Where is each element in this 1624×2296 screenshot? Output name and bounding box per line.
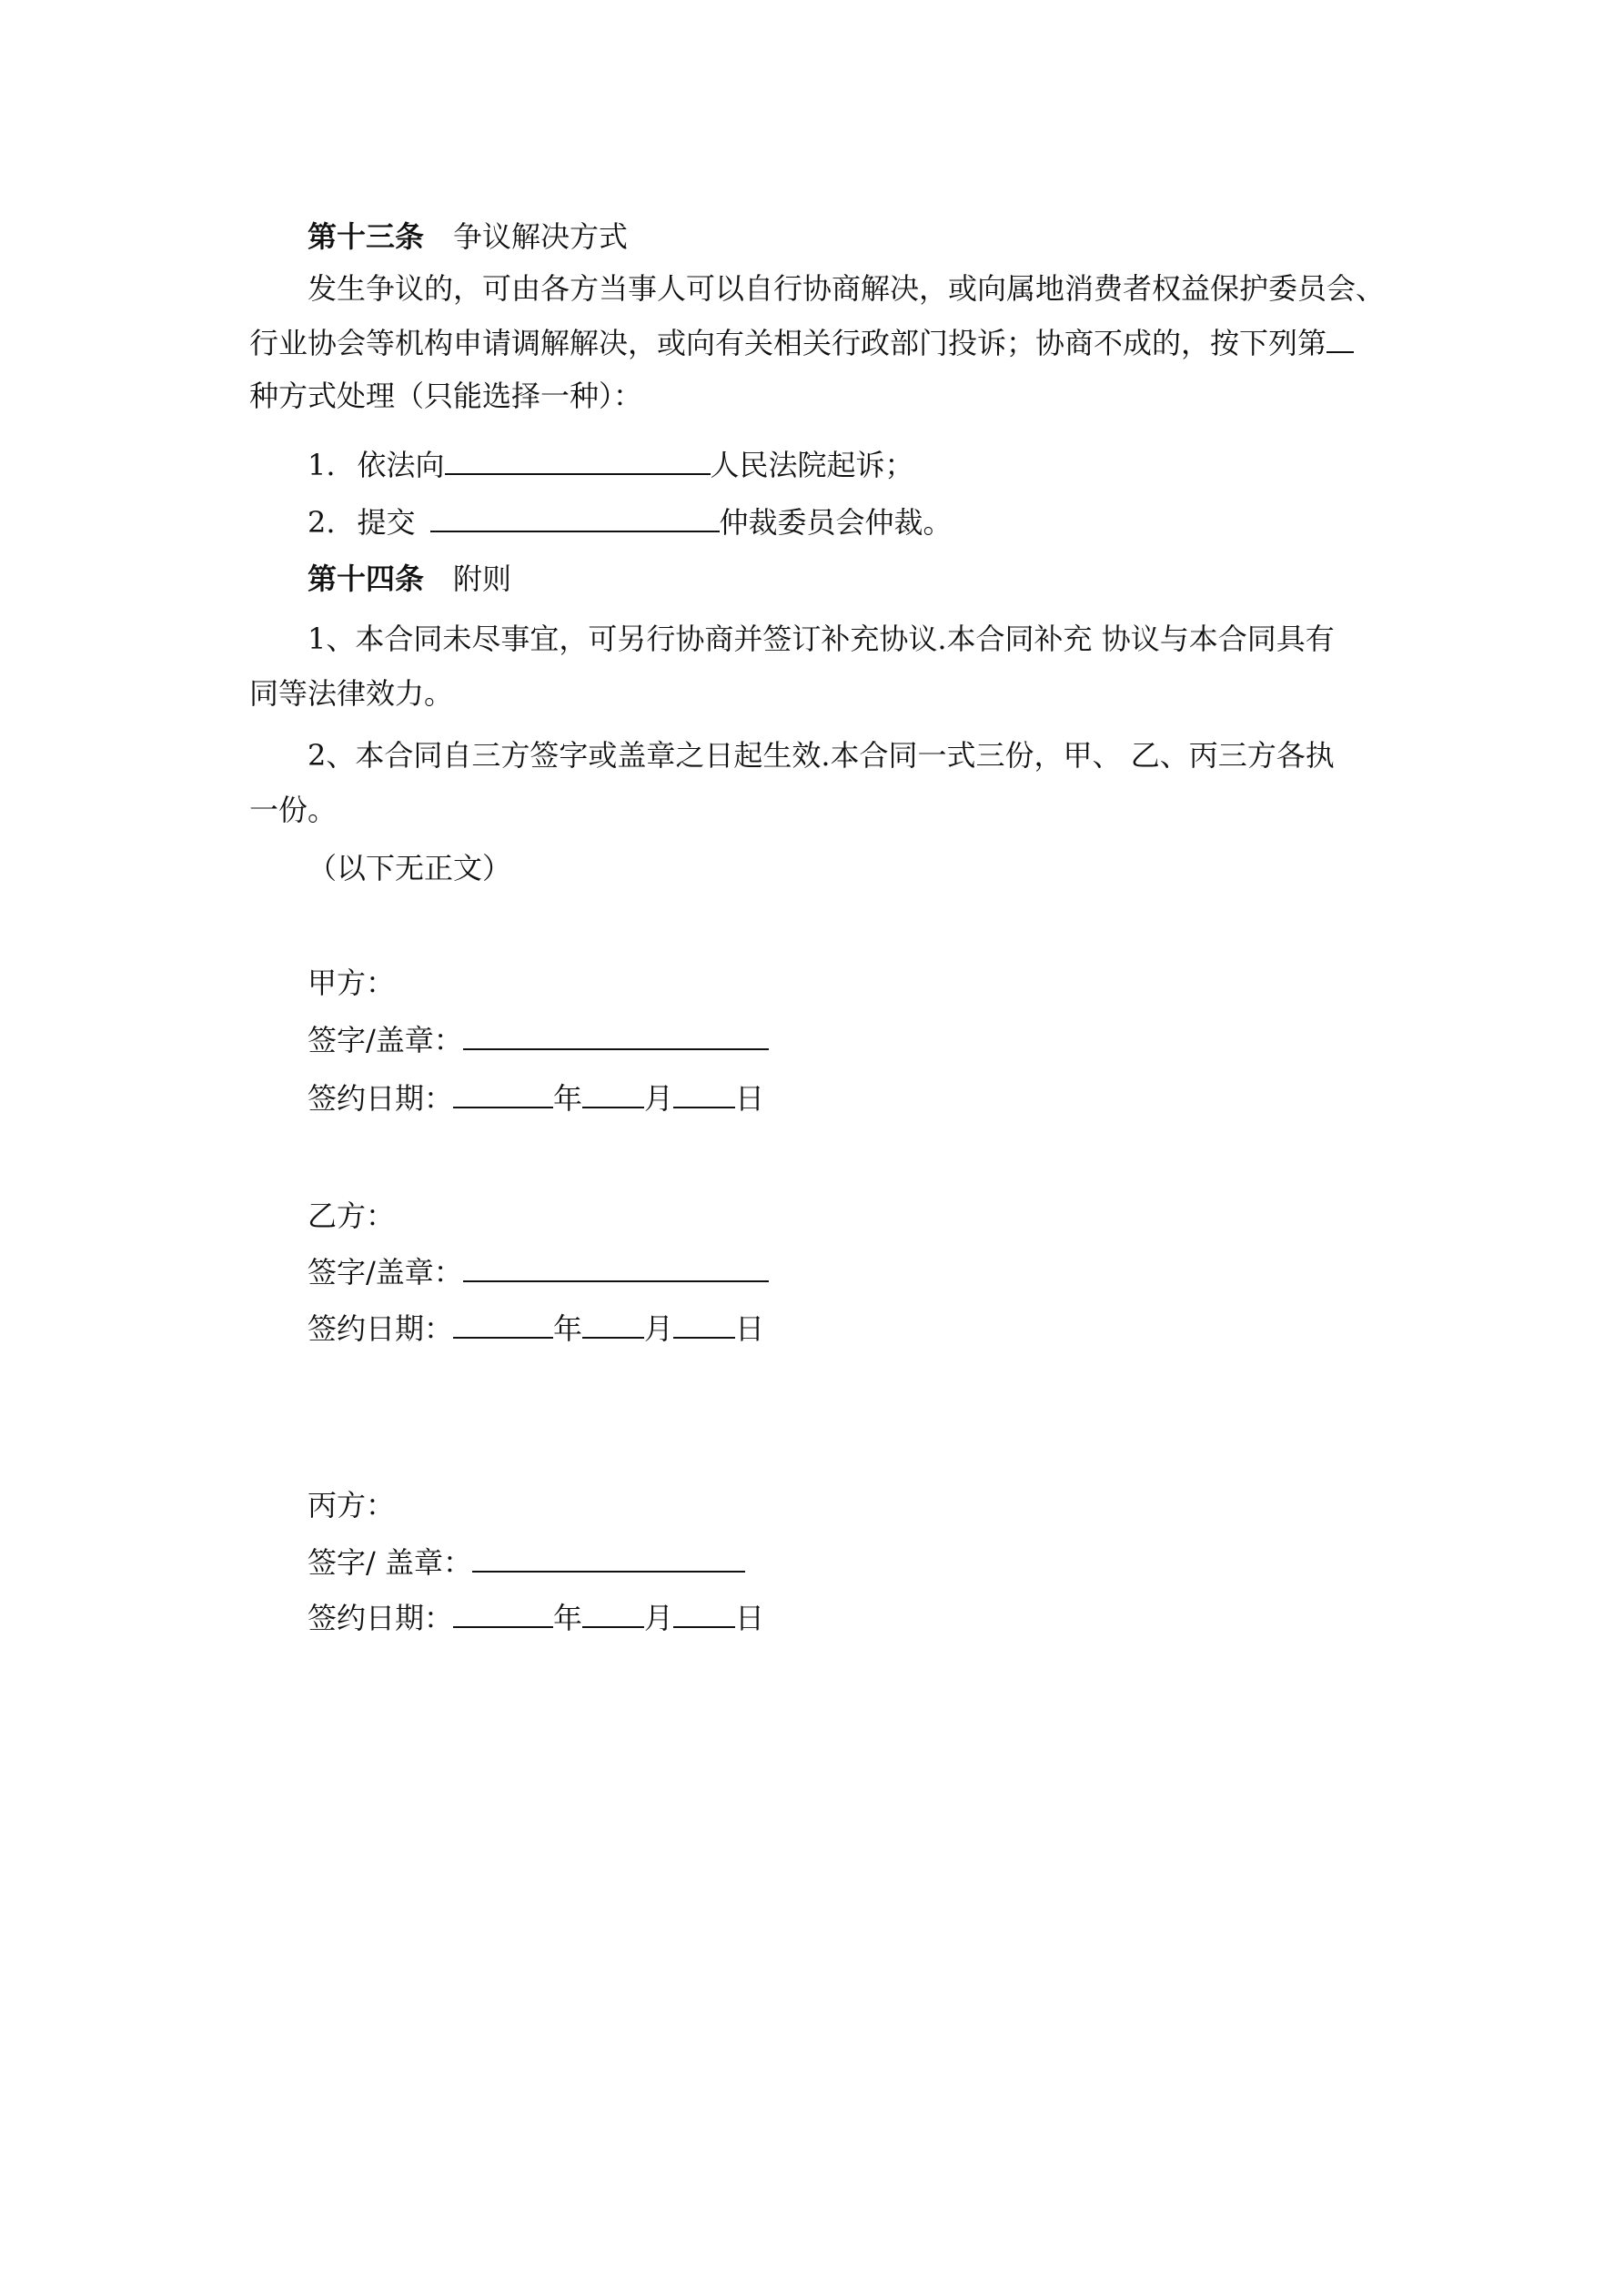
- clause1-line2: 同等法律效力。: [249, 676, 454, 711]
- party-c-sign-label: 签字/ 盖章：: [308, 1545, 472, 1580]
- option2-prefix: 提交: [357, 505, 416, 540]
- article13-title: 争议解决方式: [453, 219, 629, 254]
- party-a-signature-field[interactable]: [463, 1021, 769, 1050]
- party-c-label: 丙方：: [308, 1488, 396, 1522]
- option2-suffix: 仲裁委员会仲裁。: [719, 505, 953, 540]
- party-b-date-label: 签约日期：: [308, 1311, 454, 1346]
- option1: [308, 446, 914, 483]
- party-b-sign-row: [308, 1253, 769, 1290]
- party-c-date-row: [308, 1599, 764, 1636]
- clause2-line1: 2、本合同自三方签字或盖章之日起生效.本合同一式三份，甲、 乙、丙三方各执: [308, 738, 1335, 773]
- option2-number: 2.: [308, 505, 336, 540]
- option1-prefix: 依法向: [357, 448, 445, 482]
- party-c-day-field[interactable]: [673, 1599, 735, 1628]
- party-a-label: 甲方：: [308, 966, 396, 1000]
- party-b-year-label: 年: [553, 1311, 583, 1346]
- arbitration-commission-blank[interactable]: [430, 503, 720, 532]
- article13-para-line2-text: 行业协会等机构申请调解解决，或向有关相关行政部门投诉；协商不成的，按下列第: [249, 326, 1327, 360]
- party-a-sign-label: 签字/盖章：: [308, 1023, 463, 1057]
- party-a-date-row: [308, 1079, 764, 1117]
- court-name-blank[interactable]: [445, 446, 711, 475]
- clause1-line1: 1、本合同未尽事宜，可另行协商并签订补充协议.本合同补充 协议与本合同具有: [308, 622, 1335, 656]
- article13-header: [308, 218, 628, 255]
- party-c-signature-field[interactable]: [472, 1543, 745, 1573]
- party-b-month-field[interactable]: [582, 1310, 644, 1339]
- party-c-sign-row: [308, 1543, 745, 1581]
- party-a-sign-row: [308, 1021, 769, 1058]
- article13-para-line1: 发生争议的，可由各方当事人可以自行协商解决，或向属地消费者权益保护委员会、: [308, 271, 1386, 306]
- choice-number-blank[interactable]: [1326, 324, 1354, 353]
- party-c-year-label: 年: [553, 1601, 583, 1635]
- party-b-label: 乙方：: [308, 1199, 396, 1233]
- clause2-line2: 一份。: [249, 793, 338, 827]
- option2: [308, 503, 953, 541]
- party-a-day-label: 日: [735, 1081, 765, 1116]
- party-b-date-row: [308, 1310, 764, 1347]
- party-a-day-field[interactable]: [673, 1079, 735, 1108]
- party-a-year-label: 年: [553, 1081, 583, 1116]
- party-c-month-field[interactable]: [582, 1599, 644, 1628]
- article13-para-line3: 种方式处理（只能选择一种）：: [249, 379, 643, 413]
- party-b-year-field[interactable]: [453, 1310, 553, 1339]
- party-b-signature-field[interactable]: [463, 1253, 769, 1282]
- article13-para-line2: [249, 324, 1354, 361]
- party-a-month-label: 月: [644, 1081, 674, 1116]
- party-c-date-label: 签约日期：: [308, 1601, 454, 1635]
- party-a-date-label: 签约日期：: [308, 1081, 454, 1116]
- party-b-month-label: 月: [644, 1311, 674, 1346]
- option1-suffix: 人民法院起诉；: [710, 448, 914, 482]
- party-c-year-field[interactable]: [453, 1599, 553, 1628]
- party-a-month-field[interactable]: [582, 1079, 644, 1108]
- article14-title: 附则: [453, 561, 512, 596]
- article14-heading: 第十四条: [308, 561, 425, 596]
- party-b-day-label: 日: [735, 1311, 765, 1346]
- article13-heading: 第十三条: [308, 219, 425, 254]
- option1-number: 1.: [308, 448, 336, 482]
- party-b-day-field[interactable]: [673, 1310, 735, 1339]
- party-c-month-label: 月: [644, 1601, 674, 1635]
- party-a-year-field[interactable]: [453, 1079, 553, 1108]
- party-c-day-label: 日: [735, 1601, 765, 1635]
- article14-header: [308, 561, 511, 597]
- end-note: （以下无正文）: [308, 851, 512, 885]
- party-b-sign-label: 签字/盖章：: [308, 1255, 463, 1290]
